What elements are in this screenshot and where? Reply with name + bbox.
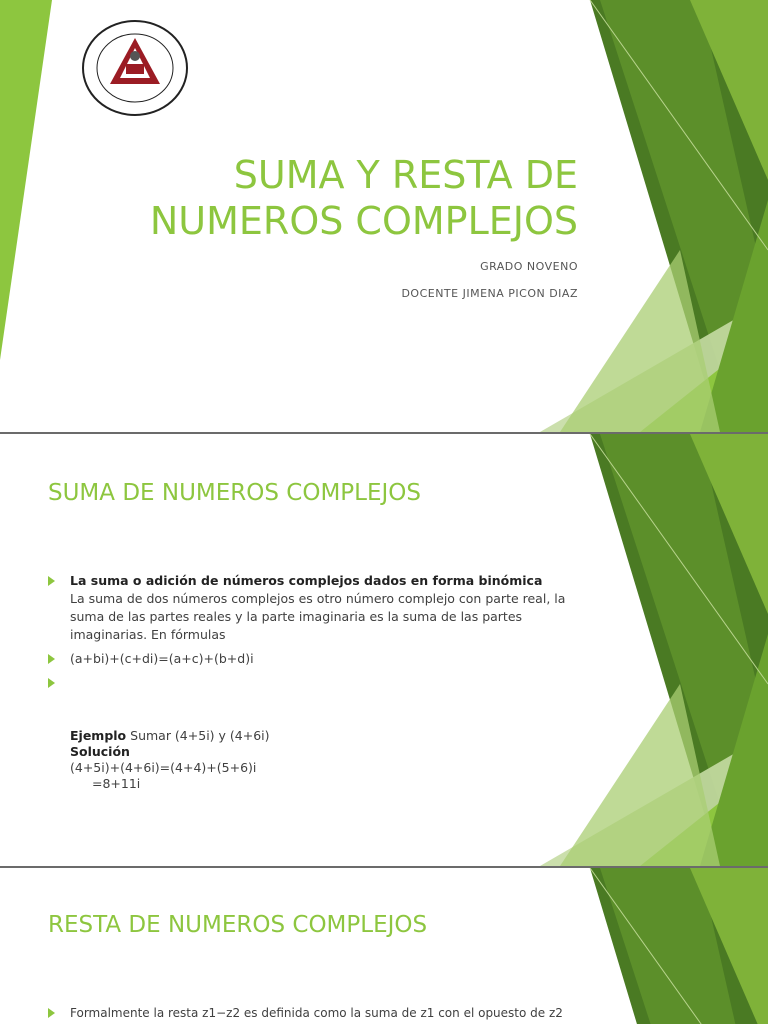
school-logo [80, 18, 190, 118]
title-line-2: NUMEROS COMPLEJOS [149, 199, 578, 243]
subtitle-teacher: DOCENTE JIMENA PICON DIAZ [401, 287, 578, 300]
slide2-heading: SUMA DE NUMEROS COMPLEJOS [48, 480, 421, 506]
bullet-arrow-icon [48, 1008, 55, 1018]
bullet-formula [48, 650, 568, 668]
bullet-arrow-icon [48, 654, 55, 664]
bullet-definition [48, 572, 568, 644]
bullet-arrow-icon [48, 576, 55, 586]
solution-line-2: =8+11i [92, 776, 141, 791]
example-label: Ejemplo [70, 728, 127, 743]
bullet-definition-title: La suma o adición de números complejos dados en forma binómica [70, 573, 543, 588]
solution-line-1: (4+5i)+(4+6i)=(4+4)+(5+6)i [70, 760, 257, 775]
slide3-decoration [0, 868, 768, 1024]
bullet-arrow-icon [48, 678, 55, 688]
bullet-resta [48, 1004, 588, 1022]
slide-title [0, 0, 768, 432]
subtitle-grade: GRADO NOVENO [480, 260, 578, 273]
slide-resta [0, 868, 768, 1024]
example-text: Sumar (4+5i) y (4+6i) [126, 728, 270, 743]
formula-text: (a+bi)+(c+di)=(a+c)+(b+d)i [70, 651, 254, 666]
presentation-title [150, 152, 578, 244]
title-line-1: SUMA Y RESTA DE [233, 153, 578, 197]
resta-text: Formalmente la resta z1−z2 es definida como la suma de z1 con el opuesto de z2 [70, 1006, 563, 1020]
example-block [70, 728, 270, 792]
solution-label: Solución [70, 744, 130, 759]
slide-suma [0, 434, 768, 866]
bullet-definition-text: La suma de dos números complejos es otro número complejo con parte real, la suma de las partes reales y la parte imaginaria es la suma de las partes imaginarias. En fórmulas [70, 591, 566, 642]
slide3-heading: RESTA DE NUMEROS COMPLEJOS [48, 912, 428, 938]
